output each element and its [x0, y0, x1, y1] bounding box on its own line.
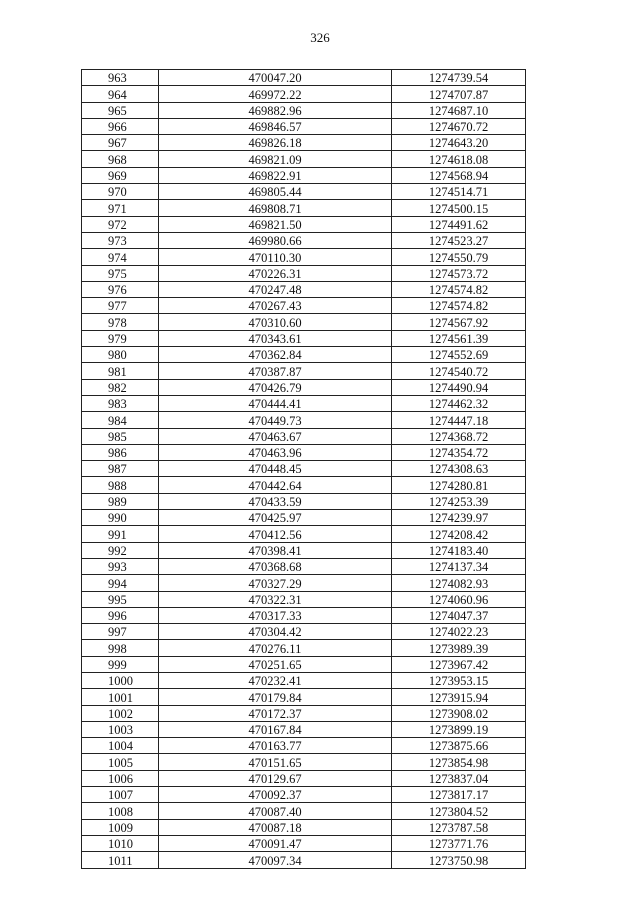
- table-row: [82, 363, 526, 379]
- y-coordinate-cell: 1274490.94: [392, 379, 526, 395]
- point-number-cell: 963: [82, 70, 159, 86]
- table-row: [82, 787, 526, 803]
- point-number-cell: 1005: [82, 754, 159, 770]
- point-number-cell: 1001: [82, 689, 159, 705]
- table-row: [82, 738, 526, 754]
- y-coordinate-cell: 1274561.39: [392, 330, 526, 346]
- x-coordinate-cell: 470110.30: [159, 249, 392, 265]
- table-row: [82, 395, 526, 411]
- point-number-cell: 1010: [82, 835, 159, 851]
- table-row: [82, 102, 526, 118]
- table-row: [82, 347, 526, 363]
- x-coordinate-cell: 469821.09: [159, 151, 392, 167]
- y-coordinate-cell: 1274354.72: [392, 444, 526, 460]
- point-number-cell: 999: [82, 656, 159, 672]
- table-row: [82, 607, 526, 623]
- x-coordinate-cell: 469826.18: [159, 135, 392, 151]
- x-coordinate-cell: 470463.67: [159, 428, 392, 444]
- x-coordinate-cell: 470444.41: [159, 395, 392, 411]
- table-row: [82, 428, 526, 444]
- table-row: [82, 754, 526, 770]
- table-row: [82, 591, 526, 607]
- point-number-cell: 976: [82, 281, 159, 297]
- y-coordinate-cell: 1274739.54: [392, 70, 526, 86]
- x-coordinate-cell: 470398.41: [159, 542, 392, 558]
- point-number-cell: 971: [82, 200, 159, 216]
- page-number: 326: [310, 30, 330, 45]
- point-number-cell: 968: [82, 151, 159, 167]
- point-number-cell: 974: [82, 249, 159, 265]
- y-coordinate-cell: 1273817.17: [392, 787, 526, 803]
- point-number-cell: 1006: [82, 770, 159, 786]
- x-coordinate-cell: 470247.48: [159, 281, 392, 297]
- x-coordinate-cell: 470097.34: [159, 852, 392, 868]
- x-coordinate-cell: 470310.60: [159, 314, 392, 330]
- y-coordinate-cell: 1273875.66: [392, 738, 526, 754]
- point-number-cell: 997: [82, 624, 159, 640]
- x-coordinate-cell: 469846.57: [159, 118, 392, 134]
- point-number-cell: 984: [82, 412, 159, 428]
- x-coordinate-cell: 470387.87: [159, 363, 392, 379]
- x-coordinate-cell: 470304.42: [159, 624, 392, 640]
- coordinate-table: [81, 69, 526, 869]
- table-row: [82, 86, 526, 102]
- table-row: [82, 461, 526, 477]
- y-coordinate-cell: 1274643.20: [392, 135, 526, 151]
- table-row: [82, 803, 526, 819]
- table-row: [82, 216, 526, 232]
- table-row: [82, 656, 526, 672]
- table-row: [82, 167, 526, 183]
- y-coordinate-cell: 1274368.72: [392, 428, 526, 444]
- table-row: [82, 249, 526, 265]
- table-row: [82, 510, 526, 526]
- point-number-cell: 1009: [82, 819, 159, 835]
- x-coordinate-cell: 470317.33: [159, 607, 392, 623]
- x-coordinate-cell: 470267.43: [159, 298, 392, 314]
- x-coordinate-cell: 469980.66: [159, 232, 392, 248]
- y-coordinate-cell: 1273908.02: [392, 705, 526, 721]
- y-coordinate-cell: 1274462.32: [392, 395, 526, 411]
- table-row: [82, 835, 526, 851]
- table-row: [82, 444, 526, 460]
- table-row: [82, 575, 526, 591]
- point-number-cell: 1004: [82, 738, 159, 754]
- x-coordinate-cell: 470047.20: [159, 70, 392, 86]
- y-coordinate-cell: 1274567.92: [392, 314, 526, 330]
- table-row: [82, 265, 526, 281]
- point-number-cell: 993: [82, 558, 159, 574]
- point-number-cell: 964: [82, 86, 159, 102]
- table-row: [82, 624, 526, 640]
- table-row: [82, 151, 526, 167]
- point-number-cell: 972: [82, 216, 159, 232]
- point-number-cell: 977: [82, 298, 159, 314]
- point-number-cell: 970: [82, 184, 159, 200]
- point-number-cell: 989: [82, 493, 159, 509]
- y-coordinate-cell: 1274550.79: [392, 249, 526, 265]
- y-coordinate-cell: 1273953.15: [392, 672, 526, 688]
- x-coordinate-cell: 469808.71: [159, 200, 392, 216]
- point-number-cell: 996: [82, 607, 159, 623]
- point-number-cell: 1008: [82, 803, 159, 819]
- y-coordinate-cell: 1273804.52: [392, 803, 526, 819]
- x-coordinate-cell: 469822.91: [159, 167, 392, 183]
- table-row: [82, 493, 526, 509]
- point-number-cell: 1011: [82, 852, 159, 868]
- x-coordinate-cell: 470172.37: [159, 705, 392, 721]
- x-coordinate-cell: 470087.18: [159, 819, 392, 835]
- x-coordinate-cell: 470433.59: [159, 493, 392, 509]
- point-number-cell: 991: [82, 526, 159, 542]
- point-number-cell: 988: [82, 477, 159, 493]
- y-coordinate-cell: 1274308.63: [392, 461, 526, 477]
- table-row: [82, 314, 526, 330]
- y-coordinate-cell: 1274047.37: [392, 607, 526, 623]
- y-coordinate-cell: 1274573.72: [392, 265, 526, 281]
- point-number-cell: 990: [82, 510, 159, 526]
- y-coordinate-cell: 1274618.08: [392, 151, 526, 167]
- point-number-cell: 980: [82, 347, 159, 363]
- point-number-cell: 983: [82, 395, 159, 411]
- table-row: [82, 705, 526, 721]
- y-coordinate-cell: 1274447.18: [392, 412, 526, 428]
- y-coordinate-cell: 1273915.94: [392, 689, 526, 705]
- table-row: [82, 721, 526, 737]
- table-row: [82, 330, 526, 346]
- point-number-cell: 967: [82, 135, 159, 151]
- x-coordinate-cell: 470368.68: [159, 558, 392, 574]
- table-row: [82, 70, 526, 86]
- y-coordinate-cell: 1274137.34: [392, 558, 526, 574]
- point-number-cell: 975: [82, 265, 159, 281]
- y-coordinate-cell: 1274540.72: [392, 363, 526, 379]
- table-row: [82, 477, 526, 493]
- table-body: [82, 70, 526, 869]
- y-coordinate-cell: 1273837.04: [392, 770, 526, 786]
- table-row: [82, 526, 526, 542]
- x-coordinate-cell: 469805.44: [159, 184, 392, 200]
- x-coordinate-cell: 470232.41: [159, 672, 392, 688]
- y-coordinate-cell: 1273771.76: [392, 835, 526, 851]
- point-number-cell: 982: [82, 379, 159, 395]
- table-row: [82, 689, 526, 705]
- point-number-cell: 966: [82, 118, 159, 134]
- y-coordinate-cell: 1273750.98: [392, 852, 526, 868]
- table-row: [82, 558, 526, 574]
- x-coordinate-cell: 470276.11: [159, 640, 392, 656]
- point-number-cell: 998: [82, 640, 159, 656]
- x-coordinate-cell: 470092.37: [159, 787, 392, 803]
- y-coordinate-cell: 1274574.82: [392, 298, 526, 314]
- point-number-cell: 992: [82, 542, 159, 558]
- y-coordinate-cell: 1274568.94: [392, 167, 526, 183]
- x-coordinate-cell: 470163.77: [159, 738, 392, 754]
- point-number-cell: 986: [82, 444, 159, 460]
- y-coordinate-cell: 1273787.58: [392, 819, 526, 835]
- x-coordinate-cell: 470129.67: [159, 770, 392, 786]
- table-row: [82, 200, 526, 216]
- y-coordinate-cell: 1274500.15: [392, 200, 526, 216]
- x-coordinate-cell: 470442.64: [159, 477, 392, 493]
- point-number-cell: 994: [82, 575, 159, 591]
- table-row: [82, 819, 526, 835]
- x-coordinate-cell: 470251.65: [159, 656, 392, 672]
- x-coordinate-cell: 470343.61: [159, 330, 392, 346]
- table-row: [82, 640, 526, 656]
- point-number-cell: 1000: [82, 672, 159, 688]
- x-coordinate-cell: 470425.97: [159, 510, 392, 526]
- y-coordinate-cell: 1273989.39: [392, 640, 526, 656]
- point-number-cell: 973: [82, 232, 159, 248]
- point-number-cell: 995: [82, 591, 159, 607]
- x-coordinate-cell: 470151.65: [159, 754, 392, 770]
- y-coordinate-cell: 1274208.42: [392, 526, 526, 542]
- x-coordinate-cell: 470322.31: [159, 591, 392, 607]
- point-number-cell: 1003: [82, 721, 159, 737]
- x-coordinate-cell: 470426.79: [159, 379, 392, 395]
- x-coordinate-cell: 470448.45: [159, 461, 392, 477]
- y-coordinate-cell: 1274552.69: [392, 347, 526, 363]
- table-row: [82, 281, 526, 297]
- y-coordinate-cell: 1273899.19: [392, 721, 526, 737]
- point-number-cell: 987: [82, 461, 159, 477]
- point-number-cell: 985: [82, 428, 159, 444]
- x-coordinate-cell: 469882.96: [159, 102, 392, 118]
- x-coordinate-cell: 470087.40: [159, 803, 392, 819]
- table-row: [82, 379, 526, 395]
- table-row: [82, 118, 526, 134]
- x-coordinate-cell: 469821.50: [159, 216, 392, 232]
- y-coordinate-cell: 1274253.39: [392, 493, 526, 509]
- x-coordinate-cell: 470167.84: [159, 721, 392, 737]
- x-coordinate-cell: 470449.73: [159, 412, 392, 428]
- x-coordinate-cell: 470091.47: [159, 835, 392, 851]
- y-coordinate-cell: 1274574.82: [392, 281, 526, 297]
- x-coordinate-cell: 470226.31: [159, 265, 392, 281]
- y-coordinate-cell: 1273967.42: [392, 656, 526, 672]
- y-coordinate-cell: 1274280.81: [392, 477, 526, 493]
- y-coordinate-cell: 1274183.40: [392, 542, 526, 558]
- table-row: [82, 232, 526, 248]
- table-row: [82, 852, 526, 868]
- table-row: [82, 135, 526, 151]
- point-number-cell: 1002: [82, 705, 159, 721]
- y-coordinate-cell: 1274239.97: [392, 510, 526, 526]
- y-coordinate-cell: 1274060.96: [392, 591, 526, 607]
- table-row: [82, 770, 526, 786]
- x-coordinate-cell: 470463.96: [159, 444, 392, 460]
- table-row: [82, 298, 526, 314]
- table-row: [82, 672, 526, 688]
- y-coordinate-cell: 1274707.87: [392, 86, 526, 102]
- point-number-cell: 979: [82, 330, 159, 346]
- point-number-cell: 965: [82, 102, 159, 118]
- table-row: [82, 412, 526, 428]
- y-coordinate-cell: 1274670.72: [392, 118, 526, 134]
- point-number-cell: 978: [82, 314, 159, 330]
- y-coordinate-cell: 1274022.23: [392, 624, 526, 640]
- x-coordinate-cell: 470327.29: [159, 575, 392, 591]
- point-number-cell: 969: [82, 167, 159, 183]
- y-coordinate-cell: 1274082.93: [392, 575, 526, 591]
- x-coordinate-cell: 470362.84: [159, 347, 392, 363]
- y-coordinate-cell: 1273854.98: [392, 754, 526, 770]
- y-coordinate-cell: 1274687.10: [392, 102, 526, 118]
- x-coordinate-cell: 470412.56: [159, 526, 392, 542]
- y-coordinate-cell: 1274491.62: [392, 216, 526, 232]
- x-coordinate-cell: 470179.84: [159, 689, 392, 705]
- y-coordinate-cell: 1274514.71: [392, 184, 526, 200]
- table-row: [82, 184, 526, 200]
- y-coordinate-cell: 1274523.27: [392, 232, 526, 248]
- x-coordinate-cell: 469972.22: [159, 86, 392, 102]
- table-row: [82, 542, 526, 558]
- point-number-cell: 981: [82, 363, 159, 379]
- point-number-cell: 1007: [82, 787, 159, 803]
